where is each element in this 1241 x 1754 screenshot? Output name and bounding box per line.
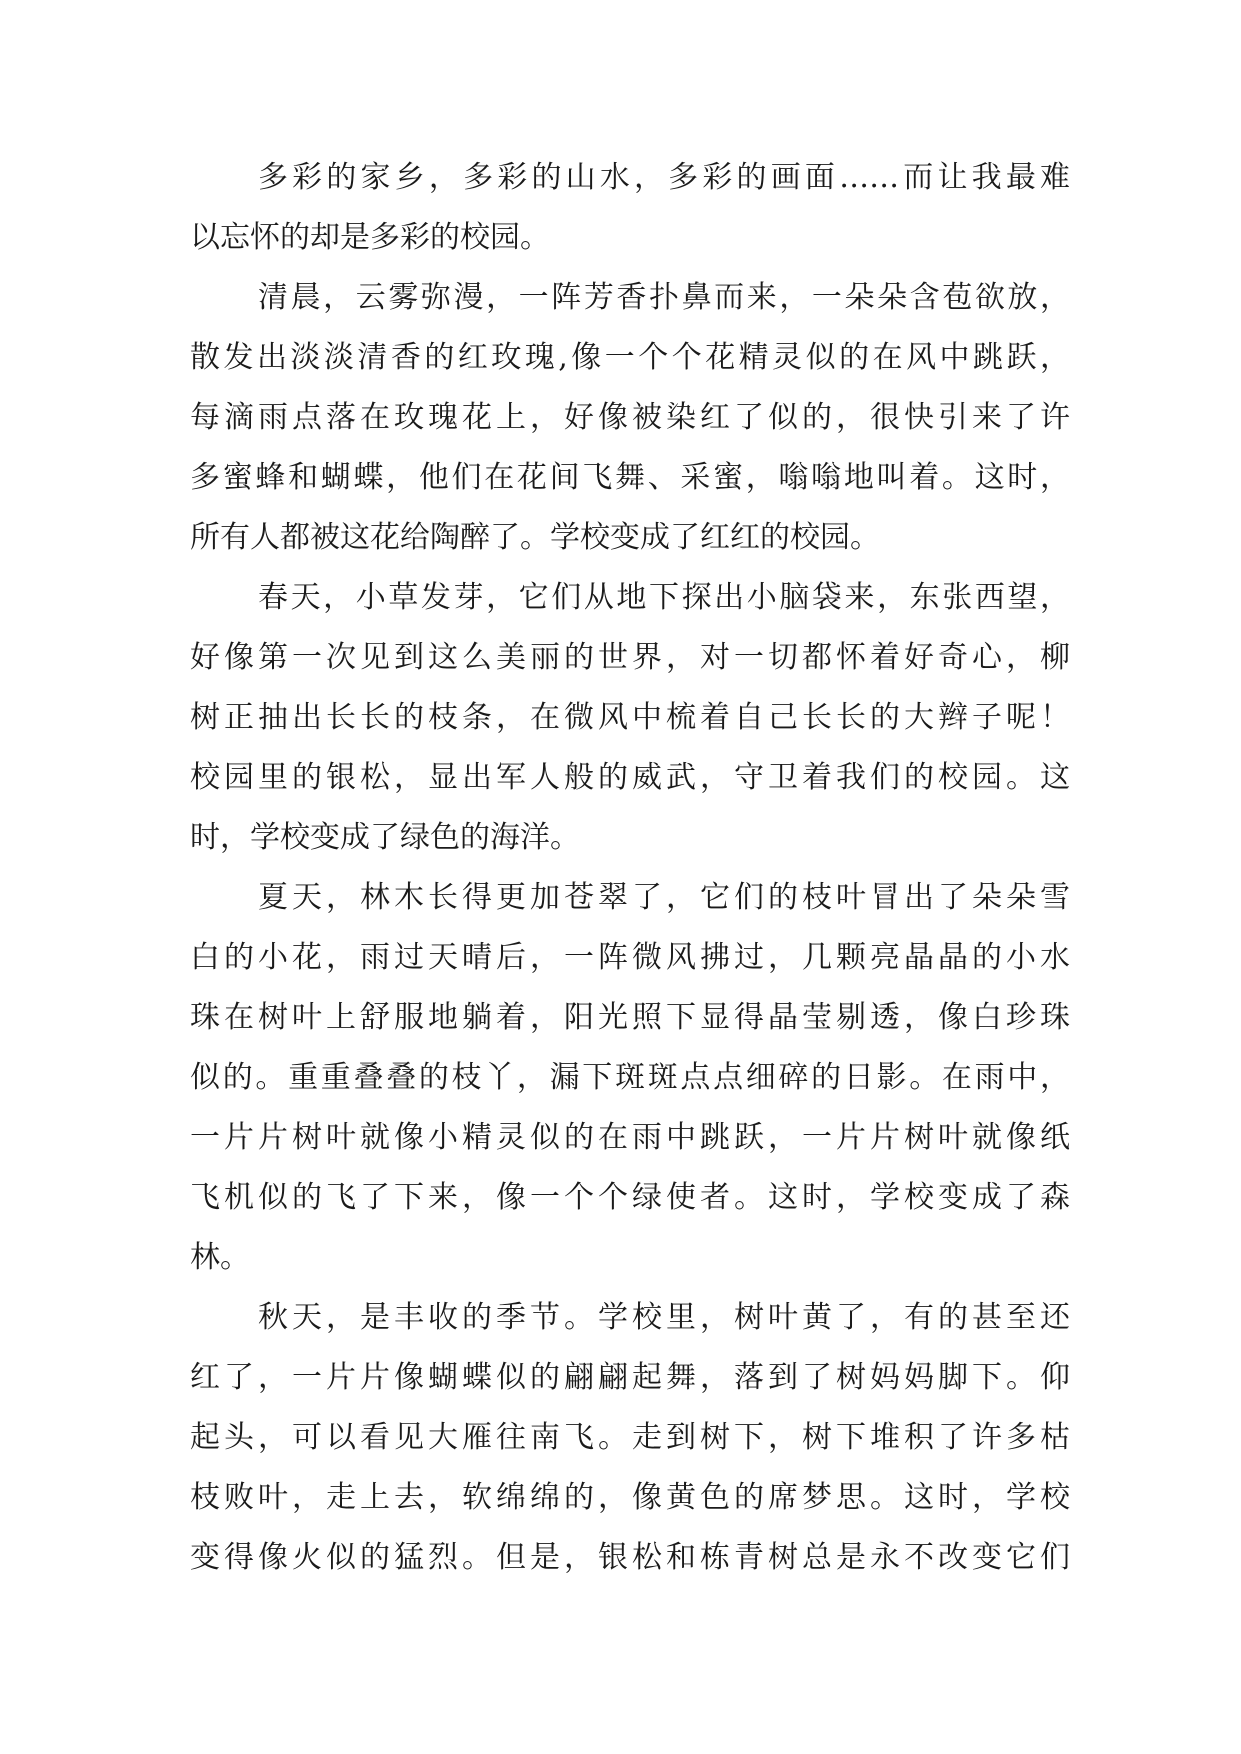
text-line: 飞机似的飞了下来，像一个个绿使者。这时，学校变成了森 [190, 1180, 1070, 1215]
text-line: 春天，小草发芽，它们从地下探出小脑袋来，东张西望， [258, 580, 1070, 615]
text-line: 多蜜蜂和蝴蝶，他们在花间飞舞、采蜜，嗡嗡地叫着。这时， [190, 460, 1070, 495]
text-line: 散发出淡淡清香的红玫瑰,像一个个花精灵似的在风中跳跃， [190, 340, 1070, 375]
text-line: 以忘怀的却是多彩的校园。 [190, 220, 550, 255]
text-line: 枝败叶，走上去，软绵绵的，像黄色的席梦思。这时，学校 [190, 1480, 1070, 1515]
paragraph-1 [190, 148, 1070, 268]
essay-body [190, 148, 1070, 1588]
text-line: 夏天，林木长得更加苍翠了，它们的枝叶冒出了朵朵雪 [258, 880, 1070, 915]
text-line: 似的。重重叠叠的枝丫，漏下斑斑点点细碎的日影。在雨中， [190, 1060, 1070, 1095]
text-line: 时，学校变成了绿色的海洋。 [190, 820, 580, 855]
text-line: 秋天，是丰收的季节。学校里，树叶黄了，有的甚至还 [258, 1300, 1070, 1335]
text-line: 树正抽出长长的枝条，在微风中梳着自己长长的大辫子呢！ [190, 700, 1070, 735]
text-line: 所有人都被这花给陶醉了。学校变成了红红的校园。 [190, 520, 880, 555]
text-line: 多彩的家乡，多彩的山水，多彩的画面……而让我最难 [258, 160, 1070, 195]
text-line: 变得像火似的猛烈。但是，银松和栋青树总是永不改变它们 [190, 1540, 1070, 1575]
text-line: 校园里的银松，显出军人般的威武，守卫着我们的校园。这 [190, 760, 1070, 795]
text-line: 珠在树叶上舒服地躺着，阳光照下显得晶莹剔透，像白珍珠 [190, 1000, 1070, 1035]
paragraph-4 [190, 868, 1070, 1288]
paragraph-3 [190, 568, 1070, 868]
text-line: 白的小花，雨过天晴后，一阵微风拂过，几颗亮晶晶的小水 [190, 940, 1070, 975]
text-line: 一片片树叶就像小精灵似的在雨中跳跃，一片片树叶就像纸 [190, 1120, 1070, 1155]
text-line: 林。 [190, 1240, 250, 1275]
paragraph-5 [190, 1288, 1070, 1588]
text-line: 红了，一片片像蝴蝶似的翩翩起舞，落到了树妈妈脚下。仰 [190, 1360, 1070, 1395]
text-line: 每滴雨点落在玫瑰花上，好像被染红了似的，很快引来了许 [190, 400, 1070, 435]
text-line: 好像第一次见到这么美丽的世界，对一切都怀着好奇心，柳 [190, 640, 1070, 675]
paragraph-2 [190, 268, 1070, 568]
text-line: 清晨，云雾弥漫，一阵芳香扑鼻而来，一朵朵含苞欲放， [258, 280, 1070, 315]
text-line: 起头，可以看见大雁往南飞。走到树下，树下堆积了许多枯 [190, 1420, 1070, 1455]
